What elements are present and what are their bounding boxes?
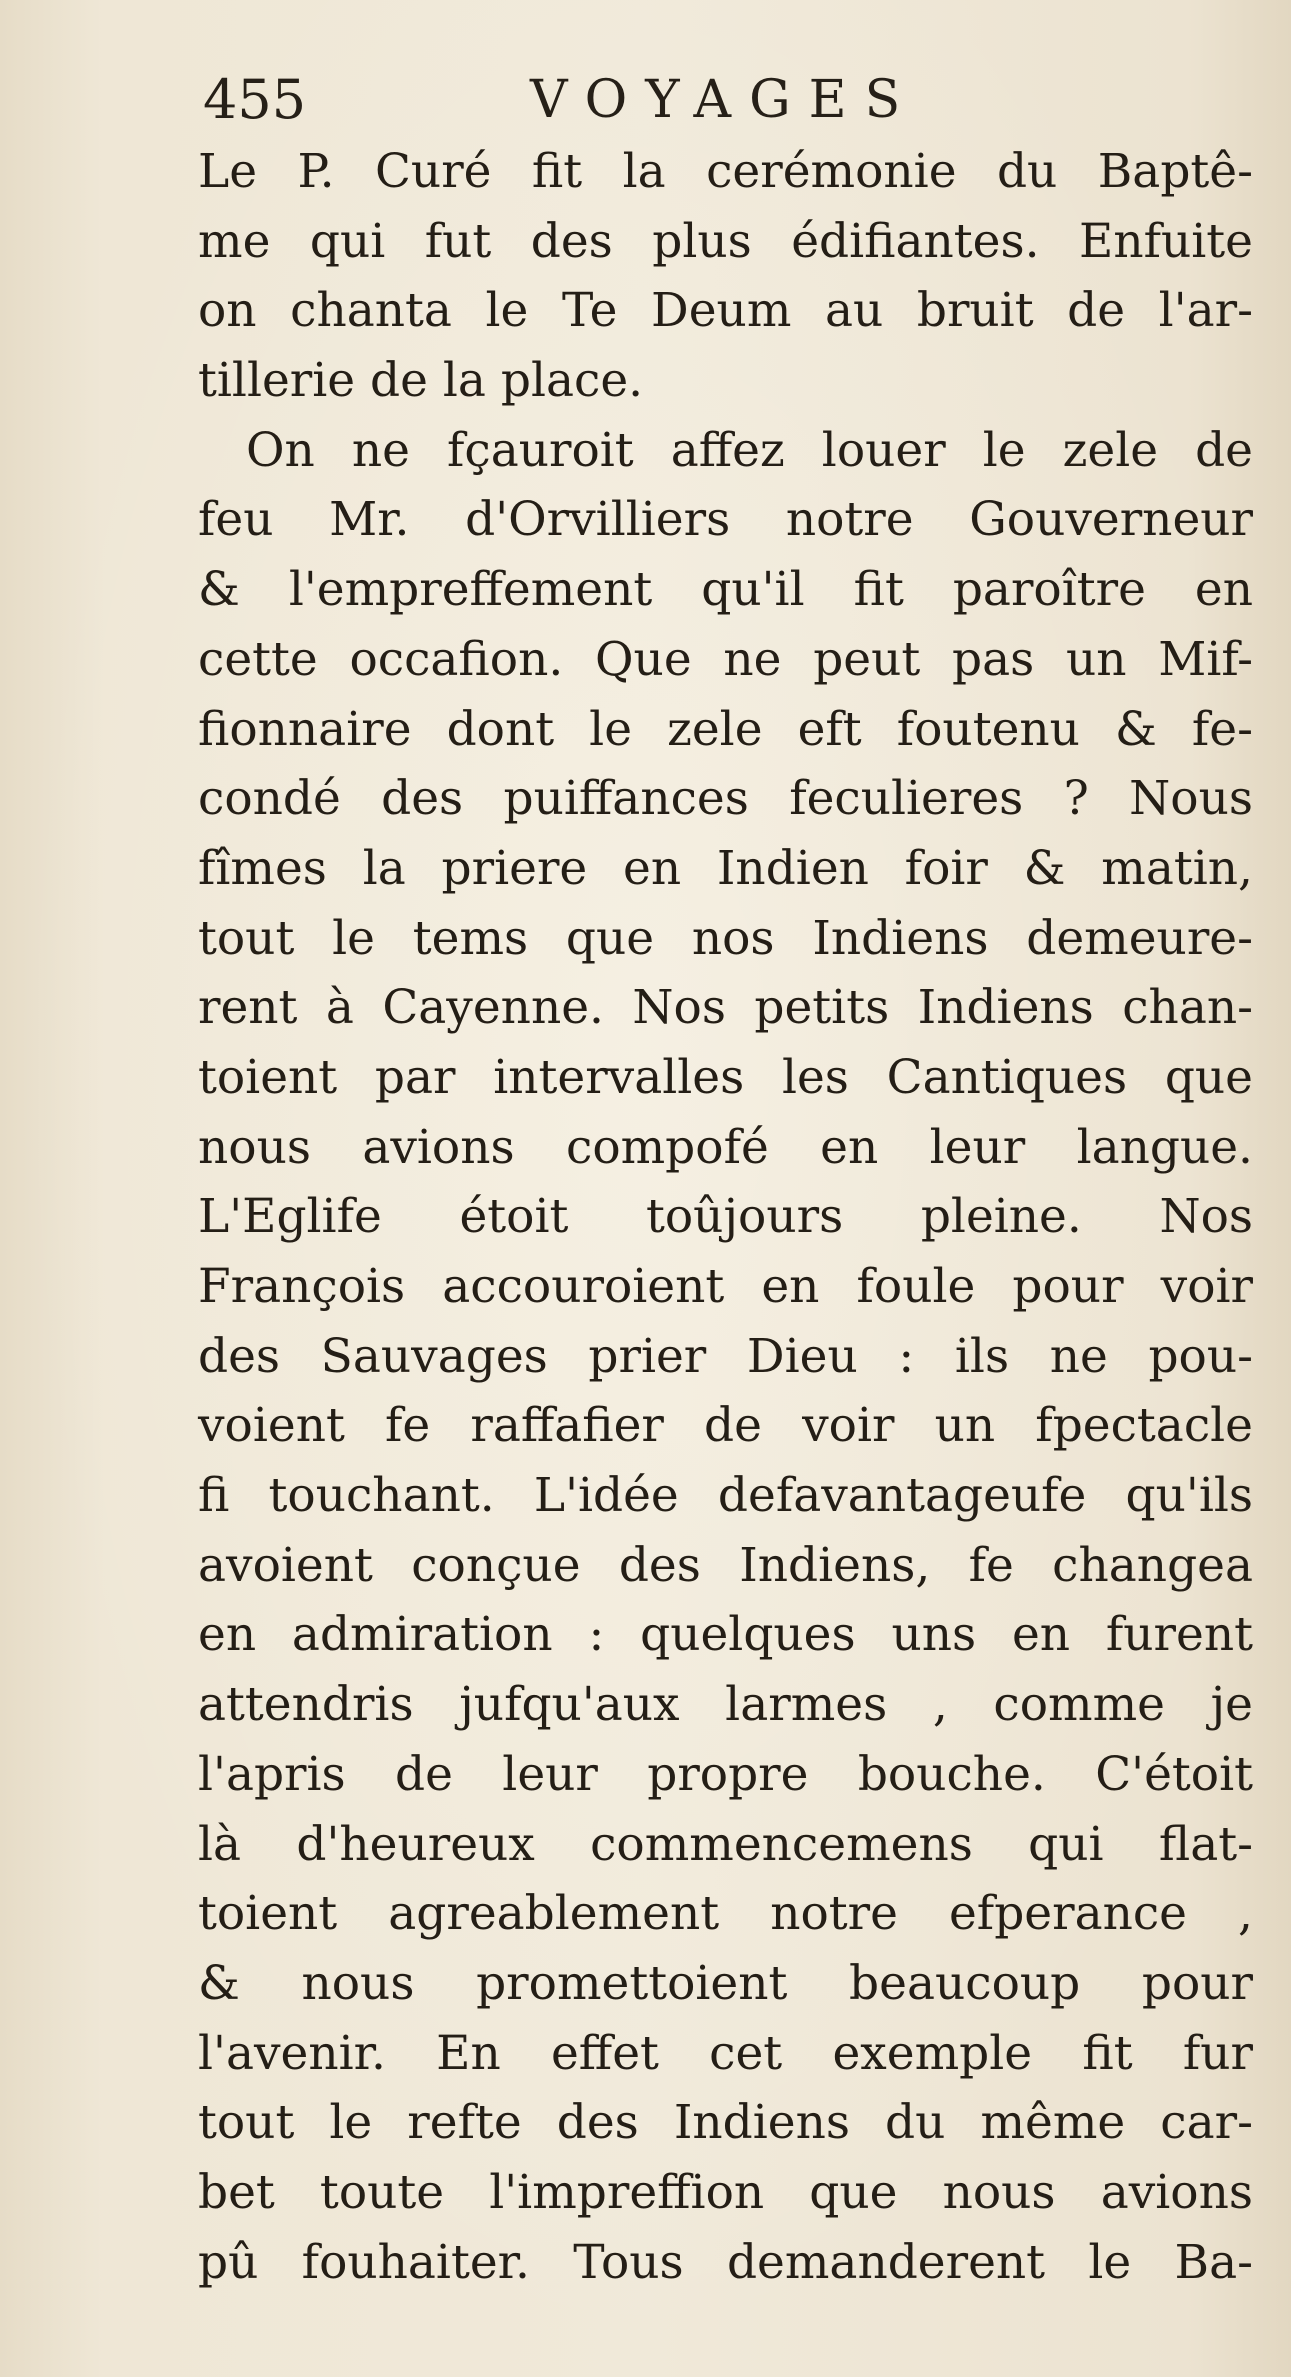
- text-line: là d'heureux commencemens qui flat-: [198, 1816, 1253, 1872]
- text-line: condé des puiffances feculieres ? Nous: [198, 771, 1253, 827]
- text-line: On ne fçauroit affez louer le zele de: [246, 422, 1253, 478]
- text-line: fionnaire dont le zele eft foutenu & fe-: [198, 701, 1253, 757]
- text-line: bet toute l'impreffion que nous avions: [198, 2164, 1253, 2220]
- text-line: me qui fut des plus édifiantes. Enfuite: [198, 213, 1253, 269]
- text-line: toient par intervalles les Cantiques que: [198, 1049, 1253, 1105]
- text-line: Le P. Curé fit la cerémonie du Baptê-: [198, 144, 1253, 199]
- text-line: nous avions compofé en leur langue.: [198, 1119, 1253, 1175]
- body-text: [198, 137, 1253, 2297]
- text-line: & l'empreffement qu'il fit paroître en: [198, 562, 1253, 618]
- text-line: fi touchant. L'idée defavantageufe qu'ils: [198, 1468, 1253, 1524]
- text-line: fîmes la priere en Indien foir & matin,: [198, 840, 1253, 896]
- text-line: en admiration : quelques uns en furent: [198, 1607, 1253, 1663]
- text-line: L'Eglife étoit toûjours pleine. Nos: [198, 1189, 1253, 1245]
- text-line: attendris jufqu'aux larmes , comme je: [198, 1677, 1253, 1733]
- text-line: avoient conçue des Indiens, fe changea: [198, 1537, 1253, 1593]
- text-line: toient agreablement notre efperance ,: [198, 1886, 1253, 1942]
- text-line: tout le tems que nos Indiens demeure-: [198, 910, 1253, 966]
- text-line: on chanta le Te Deum au bruit de l'ar-: [198, 283, 1253, 339]
- text-line: pû fouhaiter. Tous demanderent le Ba-: [198, 2234, 1253, 2290]
- text-line: l'apris de leur propre bouche. C'étoit: [198, 1746, 1253, 1802]
- text-line: tout le refte des Indiens du même car-: [198, 2095, 1253, 2151]
- text-line: voient fe raffafier de voir un fpectacle: [198, 1398, 1253, 1454]
- page-number: 455: [203, 68, 307, 131]
- text-line: cette occafion. Que ne peut pas un Mif-: [198, 631, 1253, 687]
- text-line: des Sauvages prier Dieu : ils ne pou-: [198, 1328, 1253, 1384]
- running-title: VOYAGES: [530, 70, 919, 130]
- text-line: rent à Cayenne. Nos petits Indiens chan-: [198, 980, 1253, 1036]
- text-line: François accouroient en foule pour voir: [198, 1259, 1253, 1314]
- text-line: & nous promettoient beaucoup pour: [198, 1955, 1253, 2011]
- text-line: tillerie de la place.: [198, 353, 644, 409]
- text-line: feu Mr. d'Orvilliers notre Gouverneur: [198, 492, 1253, 548]
- page-header: [203, 66, 1103, 134]
- text-line: l'avenir. En effet cet exemple fit fur: [198, 2025, 1253, 2081]
